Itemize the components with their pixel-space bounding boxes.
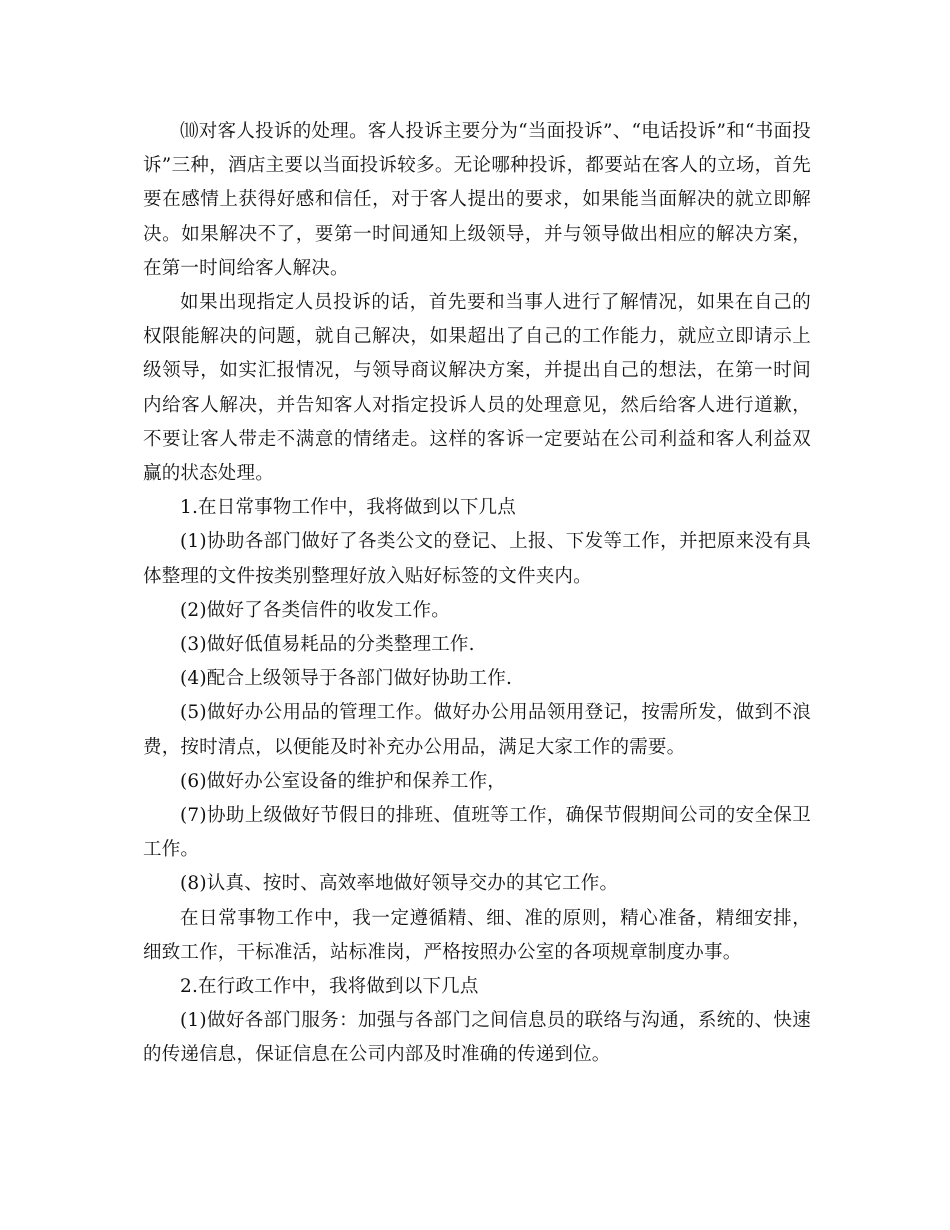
list-item-8: (8)认真、按时、高效率地做好领导交办的其它工作。 xyxy=(180,873,619,895)
list-item-5: (5)做好办公用品的管理工作。做好办公用品领用登记，按需所发，做到不浪费，按时清点，以便能及时补充办公用品，满足大家工作的需要。 xyxy=(143,702,811,758)
list-item-3: (3)做好低值易耗品的分类整理工作. xyxy=(180,634,475,656)
heading-administrative-work: 2.在行政工作中，我将做到以下几点 xyxy=(180,976,479,998)
paragraph-daily-affairs-summary: 在日常事物工作中，我一定遵循精、细、准的原则，精心准备，精细安排，细致工作，干标准活，站标准岗，严格按照办公室的各项规章制度办事。 xyxy=(143,907,811,963)
paragraph-complaint-handling: ⑽对客人投诉的处理。客人投诉主要分为“当面投诉”、“电话投诉”和“书面投诉”三种，酒店主要以当面投诉较多。无论哪种投诉，都要站在客人的立场，首先要在感情上获得好感和信任，对于客人提出的要求，如果能当面解决的就立即解决。如果解决不了，要第一时间通知上级领导，并与领导做出相应的解决方案，在第一时间给客人解决。 xyxy=(143,121,811,279)
admin-list-item-1: (1)做好各部门服务：加强与各部门之间信息员的联络与沟通，系统的、快速的传递信息，保证信息在公司内部及时准确的传递到位。 xyxy=(143,1010,811,1066)
paragraph-designated-staff-complaint: 如果出现指定人员投诉的话，首先要和当事人进行了解情况，如果在自己的权限能解决的问题，就自己解决，如果超出了自己的工作能力，就应立即请示上级领导，如实汇报情况，与领导商议解决方案，并提出自己的想法，在第一时间内给客人解决，并告知客人对指定投诉人员的处理意见，然后给客人进行道歉，不要让客人带走不满意的情绪走。这样的客诉一定要站在公司利益和客人利益双赢的状态处理。 xyxy=(143,292,811,485)
list-item-6: (6)做好办公室设备的维护和保养工作， xyxy=(180,770,507,792)
heading-daily-affairs: 1.在日常事物工作中，我将做到以下几点 xyxy=(180,497,516,519)
list-item-4: (4)配合上级领导于各部门做好协助工作. xyxy=(180,668,513,690)
document-body xyxy=(143,115,811,1073)
list-item-7: (7)协助上级做好节假日的排班、值班等工作，确保节假期间公司的安全保卫工作。 xyxy=(143,805,811,861)
list-item-2: (2)做好了各类信件的收发工作。 xyxy=(180,599,450,621)
list-item-1: (1)协助各部门做好了各类公文的登记、上报、下发等工作，并把原来没有具体整理的文件按类别整理好放入贴好标签的文件夹内。 xyxy=(143,531,811,587)
